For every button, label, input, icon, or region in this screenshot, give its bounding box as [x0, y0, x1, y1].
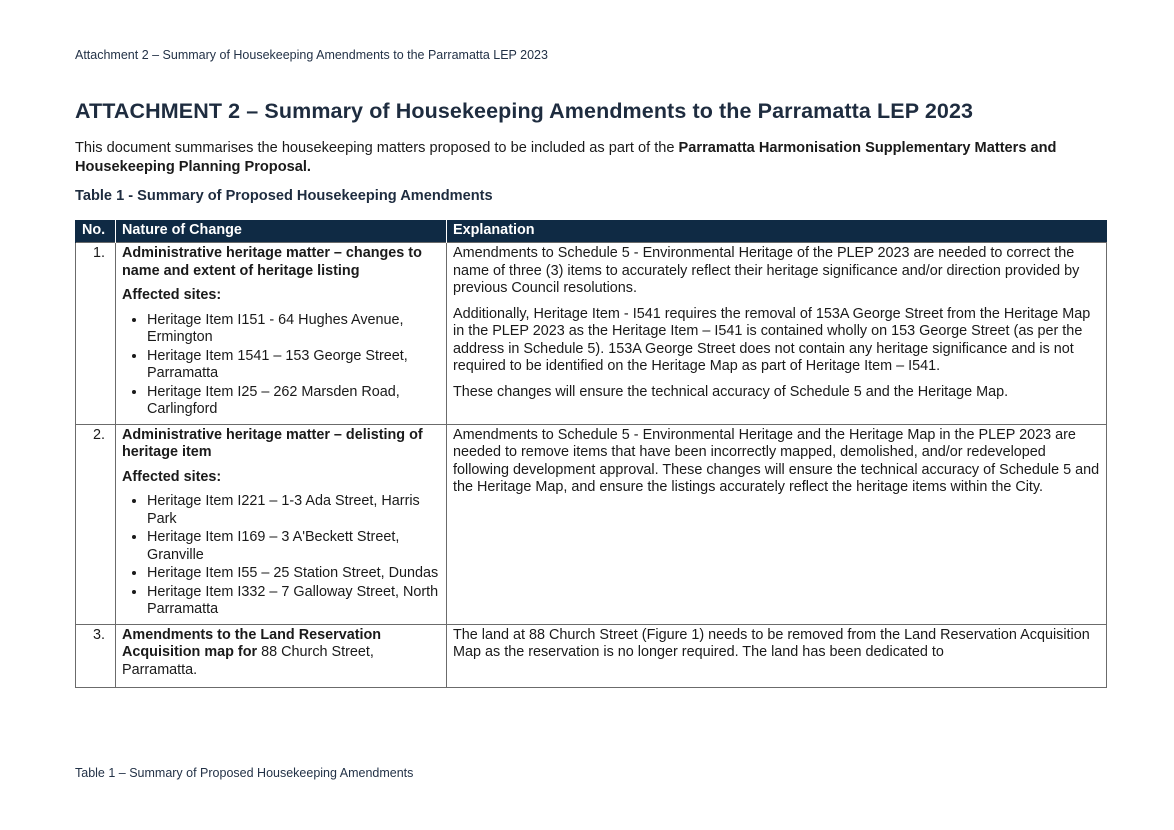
row-number: 1. [76, 243, 116, 425]
table-row [76, 243, 1107, 425]
explanation-cell [447, 624, 1107, 688]
table-row [76, 624, 1107, 688]
change-title: Amendments to the Land Reservation Acquisition map for [122, 626, 382, 660]
site-item: • Heritage Item I332 – 7 Galloway Street, North Parramatta [147, 584, 440, 619]
site-item: • Heritage Item I169 – 3 A'Beckett Street, Granville [147, 529, 440, 564]
row-number: 3. [76, 624, 116, 688]
affected-sites-label: Affected sites: [122, 287, 222, 303]
row-number: 2. [76, 424, 116, 624]
explanation-paragraph: Amendments to Schedule 5 - Environmental Heritage of the PLEP 2023 are needed to correct the name of three (3) items to accurately reflect their heritage significance and/or direction provided by previous Council resolutions. [453, 245, 1080, 296]
explanation-paragraph: The land at 88 Church Street (Figure 1) needs to be removed from the Land Reservation Acquisition Map as the reservation is no longer required. The land has been dedicated to [453, 626, 1090, 660]
nature-cell [116, 243, 447, 425]
explanation-paragraph: Additionally, Heritage Item - I541 requires the removal of 153A George Street from the Heritage Map in the PLEP 2023 as the Heritage Item – I541 is contained wholly on 153 George Street (as per the address in Schedule 5). 153A George Street does not contain any heritage significance and is not required to be identified on the Heritage Map as part of Heritage Item – I541. [453, 305, 1091, 374]
site-item: • Heritage Item I55 – 25 Station Street, Dundas [147, 565, 440, 583]
explanation-paragraph: These changes will ensure the technical accuracy of Schedule 5 and the Heritage Map. [453, 383, 1009, 400]
nature-cell [116, 424, 447, 624]
intro-paragraph [75, 139, 1105, 177]
column-header-nature: Nature of Change [116, 220, 447, 243]
summary-table [75, 220, 1107, 688]
change-title-address: 88 Church Street, Parramatta. [122, 644, 374, 678]
affected-sites-list [122, 312, 440, 419]
intro-proposal-name: Parramatta Harmonisation Supplementary Matters and Housekeeping Planning Proposal. [75, 140, 1057, 175]
explanation-cell [447, 424, 1107, 624]
table-row [76, 424, 1107, 624]
site-item: • Heritage Item 1541 – 153 George Street, Parramatta [147, 348, 440, 383]
intro-text: This document summarises the housekeeping matters proposed to be included as part of the [75, 140, 679, 156]
affected-sites-label: Affected sites: [122, 468, 222, 485]
table-header-row [76, 220, 1107, 243]
change-title: Administrative heritage matter – delisting of heritage item [122, 426, 423, 460]
affected-sites-list [122, 493, 440, 619]
table-caption: Table 1 - Summary of Proposed Housekeeping Amendments [75, 188, 493, 204]
change-title: Administrative heritage matter – changes to name and extent of heritage listing [122, 245, 422, 279]
column-header-explanation: Explanation [447, 220, 1107, 243]
site-item: • Heritage Item I151 - 64 Hughes Avenue, Ermington [147, 312, 440, 347]
explanation-paragraph: Amendments to Schedule 5 - Environmental Heritage and the Heritage Map in the PLEP 2023 are needed to remove items that have been incorrectly mapped, demolished, and/or redeveloped following development approval. These changes will ensure the technical accuracy of Schedule 5 and the Heritage Map, and ensure the listings accurately reflect the heritage items within the City. [453, 426, 1100, 495]
running-header: Attachment 2 – Summary of Housekeeping Amendments to the Parramatta LEP 2023 [75, 48, 548, 62]
document-title: ATTACHMENT 2 – Summary of Housekeeping Amendments to the Parramatta LEP 2023 [75, 99, 974, 123]
site-item: • Heritage Item I221 – 1-3 Ada Street, Harris Park [147, 493, 440, 528]
footer-caption: Table 1 – Summary of Proposed Housekeeping Amendments [75, 766, 414, 780]
column-header-no: No. [76, 220, 116, 243]
explanation-cell [447, 243, 1107, 425]
nature-cell [116, 624, 447, 688]
site-item: • Heritage Item I25 – 262 Marsden Road, Carlingford [147, 384, 440, 419]
